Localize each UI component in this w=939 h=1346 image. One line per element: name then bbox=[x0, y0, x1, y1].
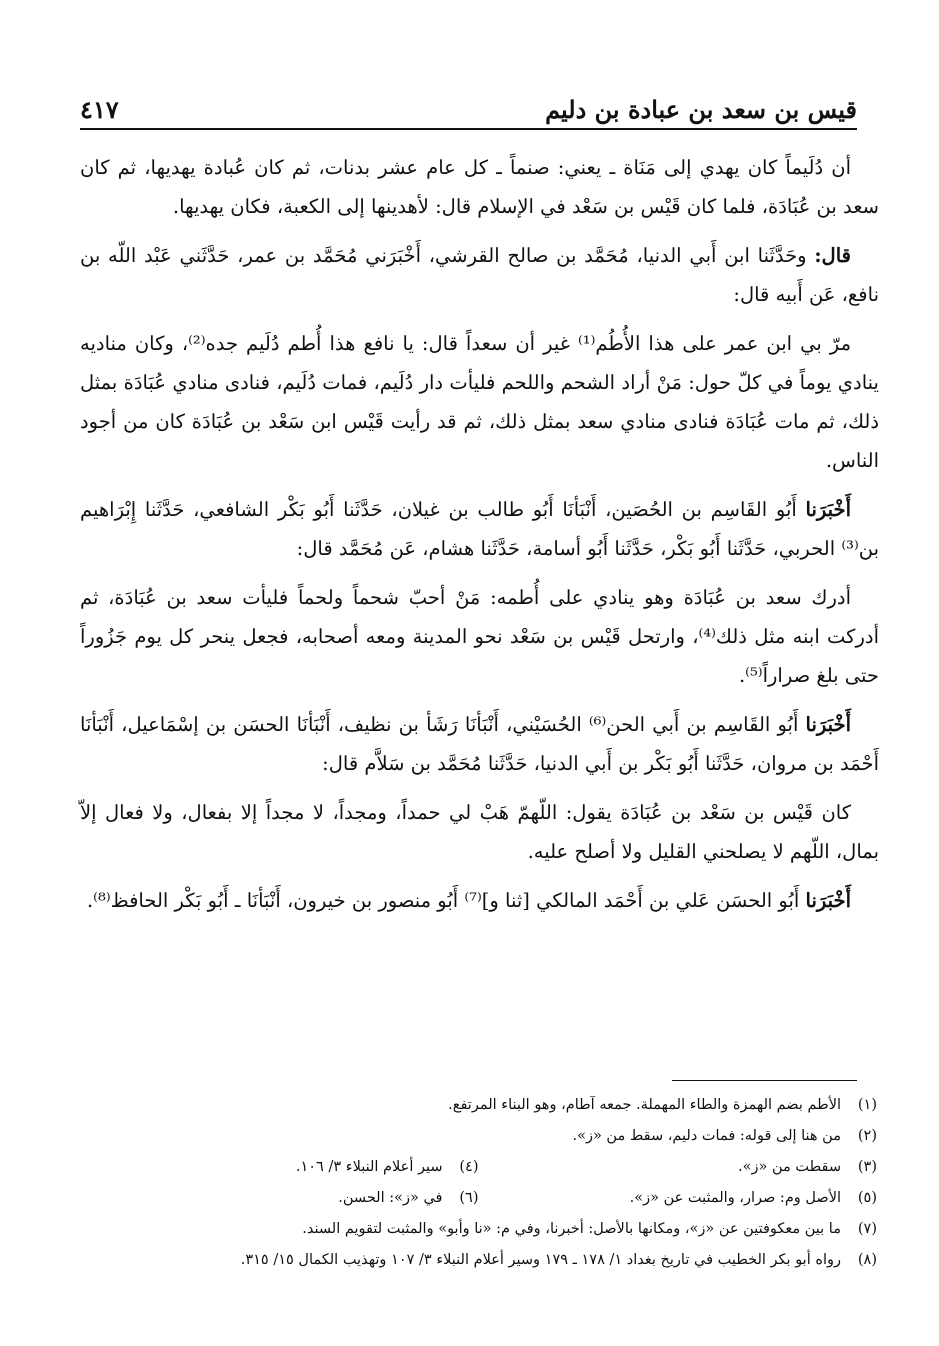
paragraph-lead: أَخْبَرَنا bbox=[805, 498, 851, 521]
footnote-number: (٧) bbox=[857, 1221, 877, 1237]
paragraph-text: أَبُو القَاسِم بن الحُصَين، أَنْبَأنَا أَبُو طالب بن غيلان، حَدَّثَنا أَبُو بَكْر الشافعي، حَدَّثَنا إِبْرَاهيم بن⁽³⁾ الحربي، حَدَّثَنا أَبُو بَكْر، حَدَّثَنا أَبُو أسامة، حَدَّثَنا هشام، عَن مُحَمَّد قال: bbox=[80, 498, 879, 560]
footnote bbox=[479, 1152, 878, 1183]
paragraph-text: أن دُلَيماً كان يهدي إلى مَنَاة ـ يعني: صنماً ـ كل عام عشر بدنات، ثم كان عُبادة يهديها، ثم كان سعد بن عُبَادَة، فلما كان قَيْس بن سَعْد في الإسلام قال: لأهدينها إلى الكعبة، فكان يهديها. bbox=[80, 156, 879, 218]
footnote bbox=[80, 1090, 877, 1121]
footnote-row bbox=[80, 1183, 877, 1214]
footnote-rule bbox=[672, 1080, 857, 1081]
footnote-row bbox=[80, 1152, 877, 1183]
paragraph bbox=[80, 236, 879, 314]
footnote bbox=[80, 1183, 479, 1214]
footnote bbox=[479, 1183, 878, 1214]
footnote-text: من هنا إلى قوله: فمات دليم، سقط من «ز». bbox=[572, 1128, 841, 1144]
footnote bbox=[80, 1245, 877, 1276]
footnote-number: (٢) bbox=[857, 1128, 877, 1144]
footnote-text: في «ز»: الحسن. bbox=[338, 1190, 443, 1206]
footnote-row bbox=[80, 1245, 877, 1276]
footnote-row bbox=[80, 1214, 877, 1245]
paragraph-text: كان قَيْس بن سَعْد بن عُبَادَة يقول: اللّهمّ هَبْ لي حمداً، ومجداً، لا مجداً إلا بفعال، ولا فعال إلاّ بمال، اللّهم لا يصلحني القليل ولا أصلح عليه. bbox=[80, 801, 879, 863]
paragraph-lead: أَخْبَرَنا bbox=[805, 889, 851, 912]
footnote-text: رواه أبو بكر الخطيب في تاريخ بغداد ١/ ١٧٨ ـ ١٧٩ وسير أعلام النبلاء ٣/ ١٠٧ وتهذيب الكمال ١٥/ ٣١٥. bbox=[240, 1252, 841, 1268]
footnote-row bbox=[80, 1121, 877, 1152]
paragraph bbox=[80, 324, 879, 480]
paragraph-lead: أَخْبَرَنا bbox=[805, 713, 851, 736]
footnotes bbox=[80, 1090, 877, 1276]
paragraph bbox=[80, 148, 879, 226]
page-number: ٤١٧ bbox=[80, 95, 119, 124]
footnote-number: (٥) bbox=[857, 1190, 877, 1206]
paragraph bbox=[80, 881, 879, 920]
footnote bbox=[80, 1214, 877, 1245]
paragraph-text: أَبُو الحسَن عَلي بن أَحْمَد المالكي [ثنا و]⁽⁷⁾ أَبُو منصور بن خيرون، أَنْبَأنَا ـ أَبُو بَكْر الحافظ⁽⁸⁾. bbox=[86, 889, 806, 912]
running-title: قيس بن سعد بن عبادة بن دليم bbox=[545, 95, 857, 124]
main-text bbox=[80, 148, 879, 930]
footnote-number: (٣) bbox=[857, 1159, 877, 1175]
paragraph bbox=[80, 490, 879, 568]
footnote-number: (٤) bbox=[459, 1159, 479, 1175]
page-header bbox=[80, 80, 857, 124]
paragraph-lead: قال: bbox=[814, 244, 851, 267]
footnote-text: سير أعلام النبلاء ٣/ ١٠٦. bbox=[295, 1159, 443, 1175]
footnote bbox=[80, 1152, 479, 1183]
paragraph bbox=[80, 793, 879, 871]
paragraph-text: أدرك سعد بن عُبَادَة وهو ينادي على أُطمه: مَنْ أحبّ شحماً ولحماً فليأت سعد بن عُبَادَة، ثم أدركت ابنه مثل ذلك⁽⁴⁾، وارتحل قَيْس بن سَعْد نحو المدينة ومعه أصحابه، فجعل ينحر كل يوم جَزُوراً حتى بلغ صراراً⁽⁵⁾. bbox=[80, 586, 879, 687]
footnote-text: الأطم بضم الهمزة والطاء المهملة. جمعه آطام، وهو البناء المرتفع. bbox=[448, 1097, 841, 1113]
paragraph-text: أَبُو القَاسِم بن أَبي الحن⁽⁶⁾ الحُسَيْني، أَنْبَأنَا رَشَأ بن نظيف، أَنْبَأنَا الحسَن بن إسْمَاعيل، أَنْبَأنَا أَحْمَد بن مروان، حَدَّثَنا أَبُو بَكْر بن أَبي الدنيا، حَدَّثَنا مُحَمَّد بن سَلاَّم قال: bbox=[80, 713, 879, 775]
footnote-number: (٦) bbox=[459, 1190, 479, 1206]
footnote-text: سقطت من «ز». bbox=[738, 1159, 841, 1175]
footnote-number: (١) bbox=[857, 1097, 877, 1113]
footnote-row bbox=[80, 1090, 877, 1121]
footnote-text: الأصل وم: صرار، والمثبت عن «ز». bbox=[629, 1190, 841, 1206]
paragraph bbox=[80, 578, 879, 695]
paragraph-text: وحَدَّثَنا ابن أَبي الدنيا، مُحَمَّد بن صالح القرشي، أَخْبَرَني مُحَمَّد بن عمر، حَدَّثَني عَبْد اللّه بن نافع، عَن أَبيه قال: bbox=[80, 244, 879, 306]
header-rule bbox=[80, 128, 857, 130]
paragraph-text: مرّ بي ابن عمر على هذا الأُطُم⁽¹⁾ غير أن سعداً قال: يا نافع هذا أُطم دُلَيم جده⁽²⁾، وكان مناديه ينادي يوماً في كلّ حول: مَنْ أراد الشحم واللحم فليأت دار دُلَيم، فمات دُلَيم، فنادى منادي عُبَادَة بمثل ذلك، ثم مات عُبَادَة فنادى منادي سعد بمثل ذلك، ثم قد رأيت قَيْس ابن سَعْد بن عُبَادَة كان من أجود الناس. bbox=[80, 332, 879, 472]
footnote-text: ما بين معكوفتين عن «ز»، ومكانها بالأصل: أخبرنا، وفي م: «نا وأبو» والمثبت لتقويم السند. bbox=[302, 1221, 841, 1237]
footnote bbox=[80, 1121, 877, 1152]
paragraph bbox=[80, 705, 879, 783]
footnote-number: (٨) bbox=[857, 1252, 877, 1268]
